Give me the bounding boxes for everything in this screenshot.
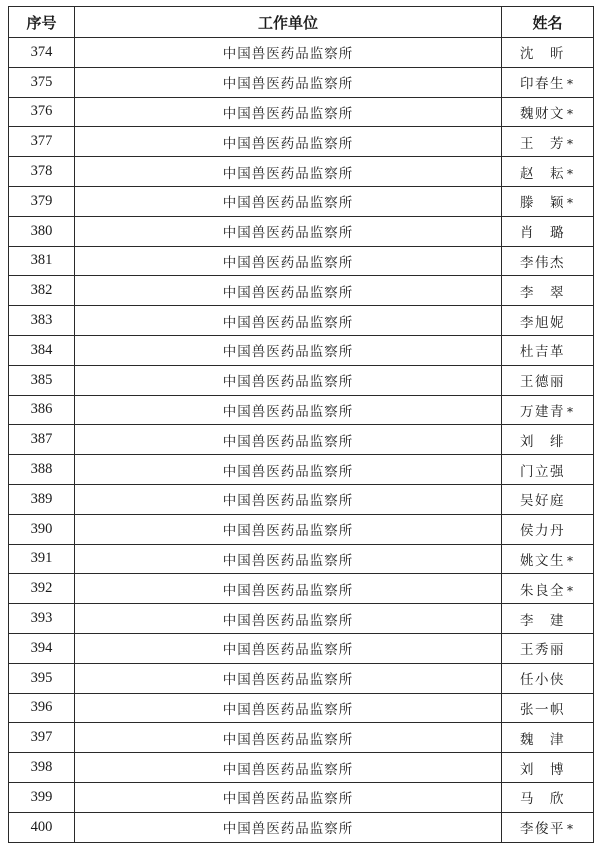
row-name: 任小侠 [520, 672, 565, 689]
row-organization: 中国兽医药品监察所 [75, 544, 502, 574]
row-name-cell [502, 127, 594, 157]
asterisk-mark: * [567, 166, 575, 181]
row-name: 滕 颖 [520, 195, 565, 212]
row-name: 沈 昕 [520, 46, 565, 63]
row-name-cell [502, 812, 594, 842]
row-name: 李 建 [520, 612, 565, 629]
table-row [9, 67, 594, 97]
row-name: 姚文生 [520, 552, 565, 569]
row-name: 吴好庭 [520, 493, 565, 510]
row-name: 张一帜 [520, 701, 565, 718]
row-name-cell [502, 216, 594, 246]
table-body [9, 38, 594, 843]
row-name: 赵 耘 [520, 165, 565, 182]
row-number: 395 [9, 663, 75, 693]
row-organization: 中国兽医药品监察所 [75, 455, 502, 485]
row-number: 374 [9, 38, 75, 68]
asterisk-mark: * [567, 106, 575, 121]
row-name-cell [502, 484, 594, 514]
row-organization: 中国兽医药品监察所 [75, 425, 502, 455]
table-row [9, 753, 594, 783]
row-name: 杜吉革 [520, 344, 565, 361]
row-name: 李伟杰 [520, 254, 565, 271]
row-name: 肖 璐 [520, 225, 565, 242]
row-name-cell [502, 514, 594, 544]
table-row [9, 216, 594, 246]
row-organization: 中国兽医药品监察所 [75, 812, 502, 842]
row-number: 379 [9, 186, 75, 216]
row-name-cell [502, 365, 594, 395]
row-number: 393 [9, 604, 75, 634]
row-name: 王德丽 [520, 374, 565, 391]
asterisk-mark: * [567, 553, 575, 568]
row-number: 386 [9, 395, 75, 425]
row-name-cell [502, 455, 594, 485]
row-name: 魏 津 [520, 731, 565, 748]
row-organization: 中国兽医药品监察所 [75, 782, 502, 812]
row-number: 376 [9, 97, 75, 127]
row-name: 侯力丹 [520, 523, 565, 540]
row-organization: 中国兽医药品监察所 [75, 306, 502, 336]
row-organization: 中国兽医药品监察所 [75, 246, 502, 276]
row-name-cell [502, 663, 594, 693]
row-name: 李 翠 [520, 284, 565, 301]
row-name: 印春生 [520, 76, 565, 93]
header-name: 姓名 [502, 7, 594, 38]
row-name-cell [502, 693, 594, 723]
row-name-cell [502, 246, 594, 276]
row-number: 400 [9, 812, 75, 842]
row-name-cell [502, 306, 594, 336]
asterisk-mark: * [567, 404, 575, 419]
row-organization: 中国兽医药品监察所 [75, 186, 502, 216]
row-name-cell [502, 67, 594, 97]
table-row [9, 574, 594, 604]
row-name-cell [502, 753, 594, 783]
row-organization: 中国兽医药品监察所 [75, 604, 502, 634]
table-row [9, 604, 594, 634]
table-row [9, 633, 594, 663]
row-organization: 中国兽医药品监察所 [75, 693, 502, 723]
row-name-cell [502, 276, 594, 306]
asterisk-mark: * [567, 822, 575, 837]
header-organization: 工作单位 [75, 7, 502, 38]
row-organization: 中国兽医药品监察所 [75, 723, 502, 753]
row-number: 387 [9, 425, 75, 455]
table-row [9, 186, 594, 216]
table-row [9, 276, 594, 306]
row-name-cell [502, 574, 594, 604]
row-number: 388 [9, 455, 75, 485]
row-name: 马 欣 [520, 791, 565, 808]
table-row [9, 782, 594, 812]
row-name: 李俊平 [520, 821, 565, 838]
table-row [9, 693, 594, 723]
row-number: 383 [9, 306, 75, 336]
row-number: 378 [9, 157, 75, 187]
row-organization: 中国兽医药品监察所 [75, 663, 502, 693]
row-name-cell [502, 97, 594, 127]
document-page [8, 6, 593, 843]
table-row [9, 335, 594, 365]
row-number: 375 [9, 67, 75, 97]
row-number: 398 [9, 753, 75, 783]
asterisk-mark: * [567, 196, 575, 211]
header-row [9, 7, 594, 38]
row-organization: 中国兽医药品监察所 [75, 276, 502, 306]
table-row [9, 395, 594, 425]
row-organization: 中国兽医药品监察所 [75, 514, 502, 544]
row-number: 377 [9, 127, 75, 157]
row-name-cell [502, 544, 594, 574]
row-name-cell [502, 604, 594, 634]
row-name: 刘 绯 [520, 433, 565, 450]
row-name: 刘 博 [520, 761, 565, 778]
row-name: 王 芳 [520, 135, 565, 152]
row-organization: 中国兽医药品监察所 [75, 216, 502, 246]
row-number: 399 [9, 782, 75, 812]
table-row [9, 425, 594, 455]
row-organization: 中国兽医药品监察所 [75, 67, 502, 97]
row-organization: 中国兽医药品监察所 [75, 157, 502, 187]
table-row [9, 663, 594, 693]
table-header [9, 7, 594, 38]
row-number: 384 [9, 335, 75, 365]
asterisk-mark: * [567, 77, 575, 92]
row-number: 396 [9, 693, 75, 723]
table-row [9, 127, 594, 157]
table-row [9, 484, 594, 514]
row-name-cell [502, 723, 594, 753]
row-name-cell [502, 633, 594, 663]
row-organization: 中国兽医药品监察所 [75, 484, 502, 514]
table-row [9, 97, 594, 127]
row-organization: 中国兽医药品监察所 [75, 335, 502, 365]
row-name-cell [502, 395, 594, 425]
table-row [9, 455, 594, 485]
row-organization: 中国兽医药品监察所 [75, 97, 502, 127]
table-row [9, 812, 594, 842]
row-number: 390 [9, 514, 75, 544]
table-row [9, 246, 594, 276]
table-row [9, 544, 594, 574]
row-organization: 中国兽医药品监察所 [75, 365, 502, 395]
row-organization: 中国兽医药品监察所 [75, 127, 502, 157]
table-row [9, 38, 594, 68]
row-organization: 中国兽医药品监察所 [75, 38, 502, 68]
row-name: 魏财文 [520, 105, 565, 122]
row-number: 380 [9, 216, 75, 246]
row-name: 万建青 [520, 403, 565, 420]
row-name-cell [502, 782, 594, 812]
row-name: 李旭妮 [520, 314, 565, 331]
table-row [9, 514, 594, 544]
row-number: 382 [9, 276, 75, 306]
row-name: 王秀丽 [520, 642, 565, 659]
row-number: 394 [9, 633, 75, 663]
table-row [9, 306, 594, 336]
row-number: 397 [9, 723, 75, 753]
asterisk-mark: * [567, 583, 575, 598]
header-number: 序号 [9, 7, 75, 38]
table-row [9, 365, 594, 395]
row-name-cell [502, 186, 594, 216]
row-number: 389 [9, 484, 75, 514]
table-row [9, 723, 594, 753]
table-row [9, 157, 594, 187]
row-name-cell [502, 425, 594, 455]
row-number: 381 [9, 246, 75, 276]
row-name: 朱良全 [520, 582, 565, 599]
row-number: 385 [9, 365, 75, 395]
row-organization: 中国兽医药品监察所 [75, 574, 502, 604]
row-name-cell [502, 157, 594, 187]
row-name-cell [502, 38, 594, 68]
row-organization: 中国兽医药品监察所 [75, 633, 502, 663]
asterisk-mark: * [567, 136, 575, 151]
row-name-cell [502, 335, 594, 365]
row-organization: 中国兽医药品监察所 [75, 395, 502, 425]
row-number: 392 [9, 574, 75, 604]
personnel-table [8, 6, 594, 843]
row-number: 391 [9, 544, 75, 574]
row-organization: 中国兽医药品监察所 [75, 753, 502, 783]
row-name: 门立强 [520, 463, 565, 480]
